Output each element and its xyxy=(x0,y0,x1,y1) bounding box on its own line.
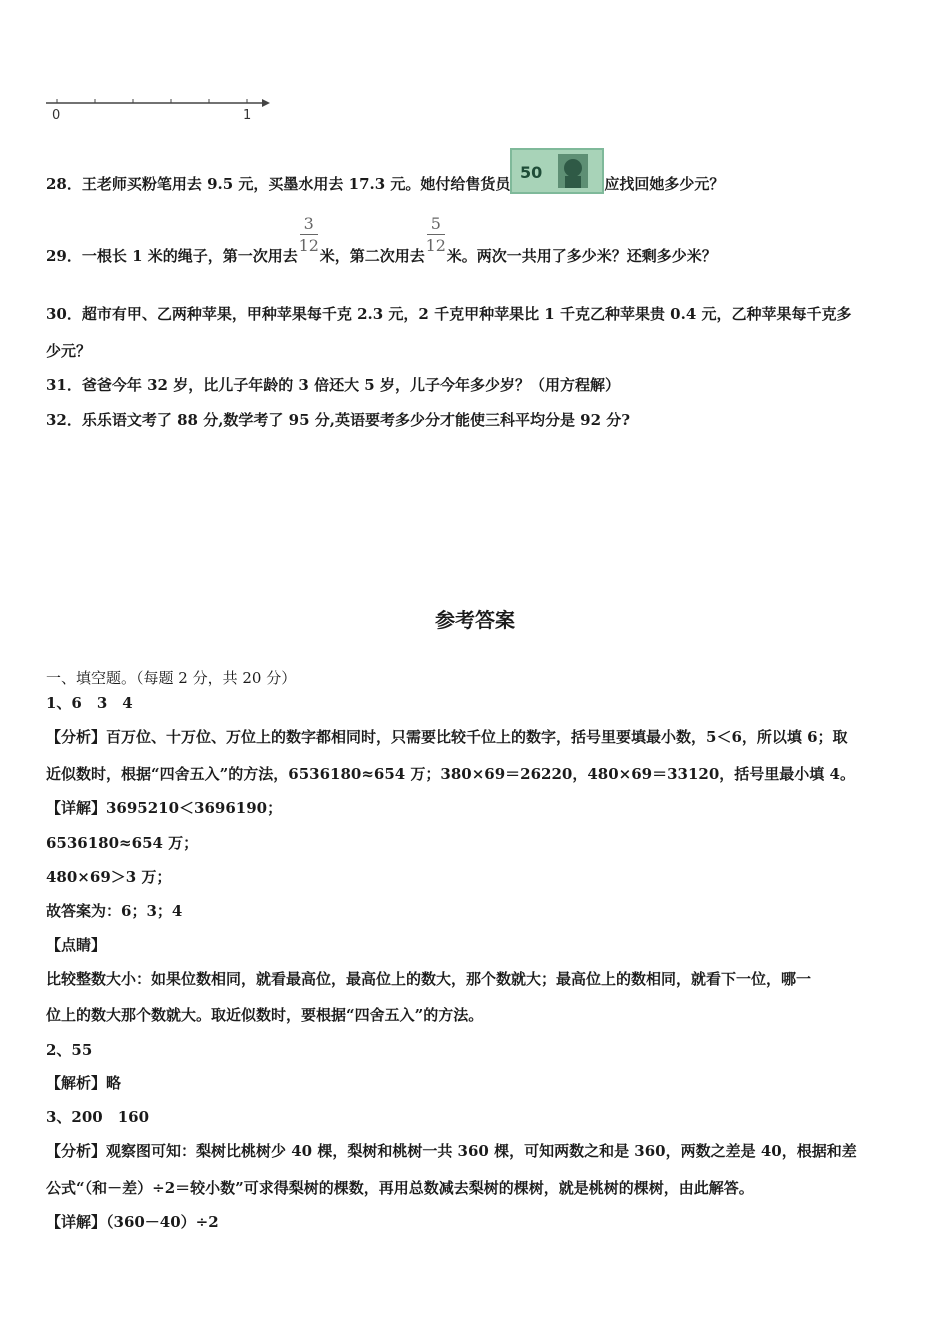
answer-3-analysis-line-2: 公式“（和－差）÷2＝较小数”可求得梨树的棵数，再用总数减去梨树的棵树，就是桃树的棵树，由此解答。 xyxy=(46,1179,754,1197)
answer-1-point-line-1: 比较整数大小：如果位数相同，就看最高位，最高位上的数大，那个数就大；最高位上的数相同，就看下一位，哪一 xyxy=(46,970,812,988)
number-line-label-1: 1 xyxy=(243,108,252,123)
answer-1-detail-line-1: 【详解】3695210＜3696190； xyxy=(46,799,283,817)
answer-3-analysis-line-1: 【分析】观察图可知：梨树比桃树少 40 棵，梨树和桃树一共 360 棵，可知两数之和是 360，两数之差是 40，根据和差 xyxy=(46,1142,857,1160)
fraction-5-12: $\frac{5}{12}$ xyxy=(425,214,446,255)
number-line-label-0: 0 xyxy=(52,108,61,123)
answer-1-detail-line-4: 故答案为：6；3；4 xyxy=(46,902,183,920)
question-29: 29．一根长 1 米的绳子，第一次用去 $\frac{3}{12}$ 米，第二次用去 $\frac{5}{12}$ 米。两次一共用了多少米？还剩多少米？ xyxy=(46,214,717,265)
question-32: 32．乐乐语文考了 88 分,数学考了 95 分,英语要考多少分才能使三科平均分是 92 分? xyxy=(46,411,631,429)
answer-3-detail: 【详解】（360－40）÷2 xyxy=(46,1213,219,1231)
question-31: 31．爸爸今年 32 岁，比儿子年龄的 3 倍还大 5 岁，儿子今年多少岁？（用方程解） xyxy=(46,376,620,394)
answer-1-detail-line-3: 480×69＞3 万； xyxy=(46,868,172,886)
answer-3: 3、200 160 xyxy=(46,1108,150,1126)
section-heading: 一、填空题。（每题 2 分，共 20 分） xyxy=(46,669,297,687)
answer-2: 2、55 xyxy=(46,1041,93,1059)
answer-1-point-heading: 【点睛】 xyxy=(46,936,107,954)
svg-text:50: 50 xyxy=(520,163,543,182)
answer-1-analysis-line-2: 近似数时，根据“四舍五入”的方法，6536180≈654 万；380×69＝26220，480×69＝33120，括号里最小填 4。 xyxy=(46,765,855,783)
question-30-line-2: 少元？ xyxy=(46,342,92,360)
answers-title: 参考答案 xyxy=(435,608,515,632)
question-30-line-1: 30．超市有甲、乙两种苹果，甲种苹果每千克 2.3 元，2 千克甲种苹果比 1 千克乙种苹果贵 0.4 元，乙种苹果每千克多 xyxy=(46,305,852,323)
fraction-3-12: $\frac{3}{12}$ xyxy=(298,214,319,255)
answer-1-detail-line-2: 6536180≈654 万； xyxy=(46,834,199,852)
answer-1-point-line-2: 位上的数大那个数就大。取近似数时，要根据“四舍五入”的方法。 xyxy=(46,1006,484,1024)
answer-2-analysis: 【解析】略 xyxy=(46,1074,122,1092)
answer-1-analysis-line-1: 【分析】百万位、十万位、万位上的数字都相同时，只需要比较千位上的数字，括号里要填最小数，5＜6，所以填 6；取 xyxy=(46,728,848,746)
banknote-50-image xyxy=(510,148,604,194)
answer-1: 1、6 3 4 xyxy=(46,694,133,712)
question-28: 28．王老师买粉笔用去 9.5 元，买墨水用去 17.3 元。她付给售货员 50 应找回她多少元？ xyxy=(46,174,724,194)
